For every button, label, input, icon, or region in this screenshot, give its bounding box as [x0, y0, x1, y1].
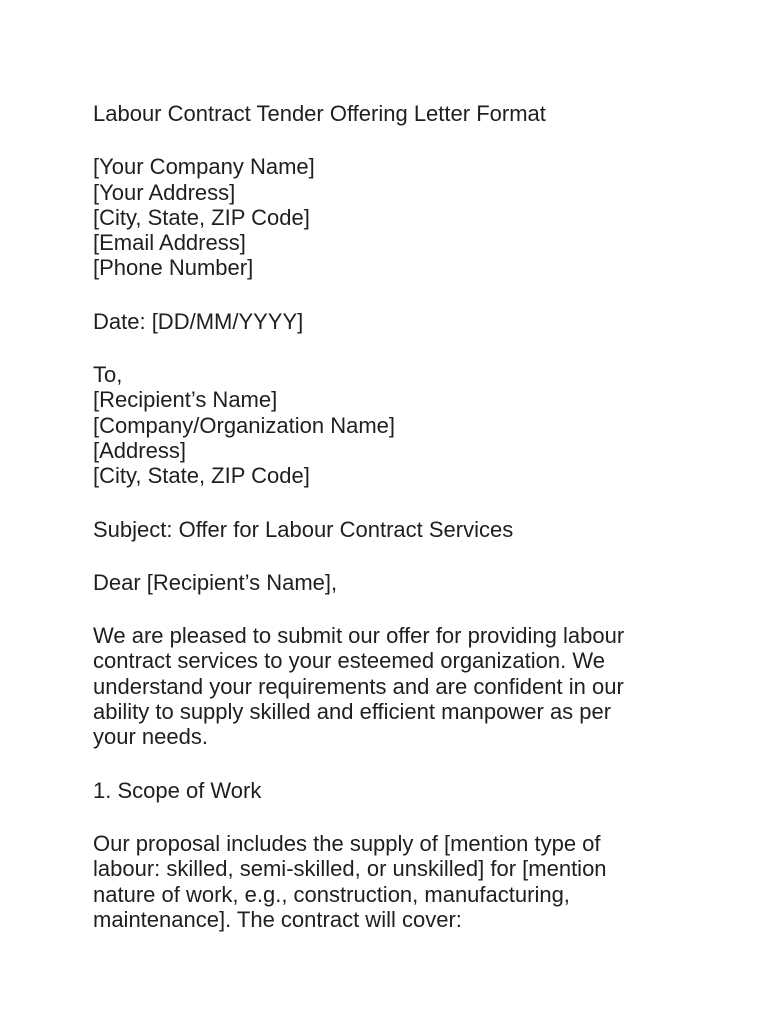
- document-title: Labour Contract Tender Offering Letter Format: [93, 101, 546, 126]
- letter-document: [93, 101, 673, 960]
- sender-city-state-zip: [City, State, ZIP Code]: [93, 204, 310, 230]
- paragraph-line: We are pleased to submit our offer for providing labour: [93, 623, 625, 649]
- paragraph-line: contract services to your esteemed organization. We: [93, 648, 605, 674]
- paragraph-line: understand your requirements and are confident in our: [93, 673, 624, 699]
- subject-line: Subject: Offer for Labour Contract Services: [93, 516, 514, 542]
- paragraph-line: Our proposal includes the supply of [mention type of: [93, 830, 601, 856]
- sender-phone: [Phone Number]: [93, 255, 254, 281]
- salutation: Dear [Recipient’s Name],: [93, 569, 338, 595]
- recipient-name: [Recipient’s Name]: [93, 387, 278, 413]
- section-heading-scope: 1. Scope of Work: [93, 777, 262, 803]
- recipient-block: [93, 362, 673, 488]
- paragraph-line: your needs.: [93, 724, 208, 750]
- recipient-city-state-zip: [City, State, ZIP Code]: [93, 463, 310, 489]
- sender-company-name: [Your Company Name]: [93, 154, 315, 180]
- recipient-organization: [Company/Organization Name]: [93, 412, 396, 438]
- recipient-address: [Address]: [93, 437, 186, 463]
- paragraph-line: maintenance]. The contract will cover:: [93, 906, 462, 932]
- sender-address: [Your Address]: [93, 179, 236, 205]
- intro-paragraph: [93, 623, 673, 749]
- sender-email: [Email Address]: [93, 230, 246, 256]
- sender-block: [93, 154, 673, 280]
- paragraph-line: ability to supply skilled and efficient manpower as per: [93, 699, 612, 725]
- recipient-to: To,: [93, 362, 123, 388]
- paragraph-line: labour: skilled, semi-skilled, or unskilled] for [mention: [93, 856, 607, 882]
- paragraph-line: nature of work, e.g., construction, manufacturing,: [93, 881, 570, 907]
- scope-paragraph: [93, 831, 673, 932]
- date-line: Date: [DD/MM/YYYY]: [93, 308, 304, 334]
